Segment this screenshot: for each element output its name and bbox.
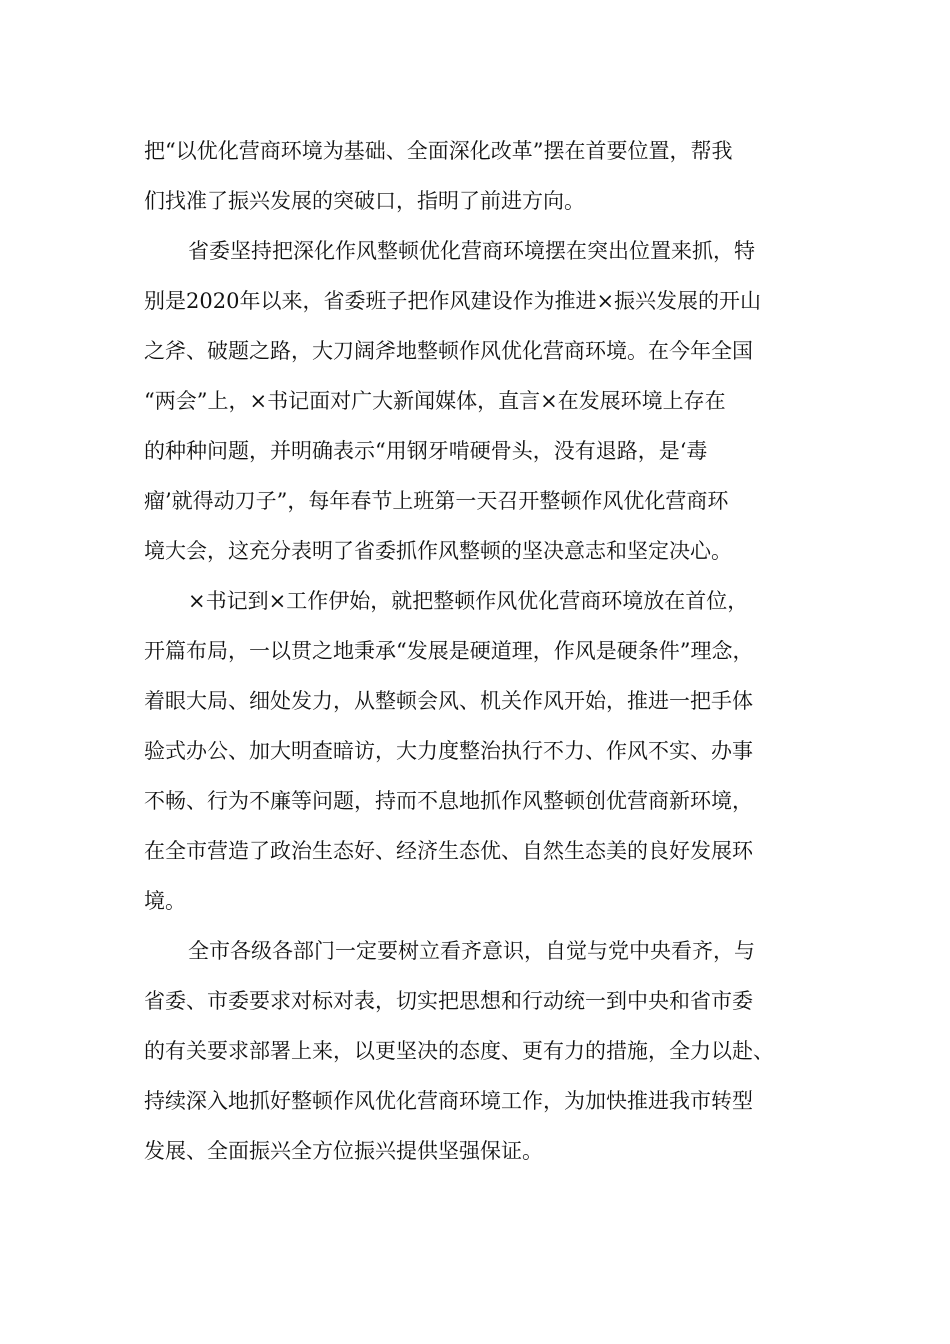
text-line: 持续深入地抓好整顿作风优化营商环境工作，为加快推进我市转型 <box>144 1089 753 1113</box>
text-line: 的有关要求部署上来，以更坚决的态度、更有力的措施，全力以赴、 <box>144 1039 774 1063</box>
paragraph-3 <box>144 576 804 926</box>
text-line-first: 省委坚持把深化作风整顿优化营商环境摆在突出位置来抓，特 <box>188 239 755 263</box>
text-line: 在全市营造了政治生态好、经济生态优、自然生态美的良好发展环 <box>144 839 753 863</box>
text-line: 把“以优化营商环境为基础、全面深化改革”摆在首要位置，帮我 <box>144 139 733 163</box>
text-line: “两会”上，×书记面对广大新闻媒体，直言×在发展环境上存在 <box>144 389 726 413</box>
text-line: 瘤’就得动刀子”，每年春节上班第一天召开整顿作风优化营商环 <box>144 489 729 513</box>
text-line-first: 全市各级各部门一定要树立看齐意识，自觉与党中央看齐，与 <box>188 939 755 963</box>
paragraph-4 <box>144 926 804 1176</box>
text-line: 们找准了振兴发展的突破口，指明了前进方向。 <box>144 189 585 213</box>
text-line: 境大会，这充分表明了省委抓作风整顿的坚决意志和坚定决心。 <box>144 539 732 563</box>
text-line-first: ×书记到×工作伊始，就把整顿作风优化营商环境放在首位， <box>188 589 749 613</box>
text-line: 省委、市委要求对标对表，切实把思想和行动统一到中央和省市委 <box>144 989 753 1013</box>
text-line: 验式办公、加大明查暗访，大力度整治执行不力、作风不实、办事 <box>144 739 753 763</box>
body-text <box>144 126 804 1176</box>
text-line: 着眼大局、细处发力，从整顿会风、机关作风开始，推进一把手体 <box>144 689 753 713</box>
paragraph-2 <box>144 226 804 576</box>
text-line: 的种种问题，并明确表示“用钢牙啃硬骨头，没有退路，是‘毒 <box>144 439 708 463</box>
text-line: 不畅、行为不廉等问题，持而不息地抓作风整顿创优营商新环境， <box>144 789 753 813</box>
text-line: 境。 <box>144 889 186 913</box>
paragraph-1 <box>144 126 804 226</box>
text-line: 开篇布局，一以贯之地秉承“发展是硬道理，作风是硬条件”理念， <box>144 639 754 663</box>
text-line: 发展、全面振兴全方位振兴提供坚强保证。 <box>144 1139 543 1163</box>
text-line: 别是2020年以来，省委班子把作风建设作为推进×振兴发展的开山 <box>144 289 762 313</box>
text-line: 之斧、破题之路，大刀阔斧地整顿作风优化营商环境。在今年全国 <box>144 339 753 363</box>
